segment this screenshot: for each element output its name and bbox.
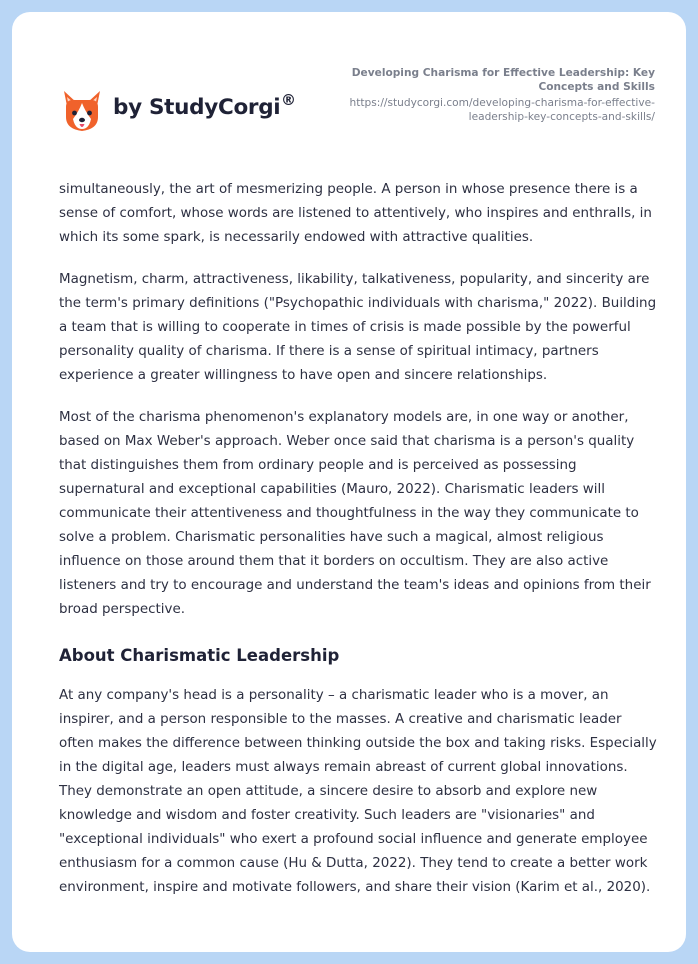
document-title [315,66,655,94]
registered-mark: ® [281,91,296,109]
document-title-line2: Concepts and Skills [538,81,655,93]
document-page [12,12,686,952]
document-url[interactable] [315,96,655,124]
brand-name[interactable]: by StudyCorgi [113,95,281,120]
document-url-line1[interactable]: https://studycorgi.com/developing-charisma-for-effective- [349,97,655,109]
studycorgi-logo[interactable] [61,89,103,135]
document-body [59,178,659,918]
section-heading: About Charismatic Leadership [59,646,340,665]
body-paragraph: At any company's head is a personality – a charismatic leader who is a mover, an inspirer, and a person responsible to the masses. A creative and charismatic leader often makes the difference between thinking outside the box and taking risks. Especially in the digital age, leaders must always remain abreast of current global innovations. They demonstrate an open attitude, a sincere desire to absorb and explore new knowledge and wisdom and foster creativity. Such leaders are "visionaries" and "exceptional individuals" who exert a profound social influence and generate employee enthusiasm for a common cause (Hu & Dutta, 2022). They tend to create a better work environment, inspire and motivate followers, and share their vision (Karim et al., 2020). [59,688,657,895]
document-url-line2[interactable]: leadership-key-concepts-and-skills/ [468,111,655,123]
document-meta [315,66,655,124]
document-title-line1: Developing Charisma for Effective Leadership: Key [351,67,655,79]
body-paragraph: Magnetism, charm, attractiveness, likability, talkativeness, popularity, and sincerity are the term's primary definitions ("Psychopathic individuals with charisma," 2022). Building a team that is willing to cooperate in times of crisis is made possible by the powerful personality quality of charisma. If there is a sense of spiritual intimacy, partners experience a greater willingness to have open and sincere relationships. [59,272,657,383]
corgi-icon [61,89,103,135]
body-paragraph: simultaneously, the art of mesmerizing people. A person in whose presence there is a sense of comfort, whose words are listened to attentively, who inspires and enthralls, in which its some spark, is necessarily endowed with attractive qualities. [59,182,652,245]
body-paragraph: Most of the charisma phenomenon's explanatory models are, in one way or another, based on Max Weber's approach. Weber once said that charisma is a person's quality that distinguishes them from ordinary people and is perceived as possessing supernatural and exceptional capabilities (Mauro, 2022). Charismatic leaders will communicate their attentiveness and thoughtfulness in the way they communicate to solve a problem. Charismatic personalities have such a magical, almost religious influence on those around them that it borders on occultism. They are also active listeners and try to encourage and understand the team's ideas and opinions from their broad perspective. [59,410,651,617]
